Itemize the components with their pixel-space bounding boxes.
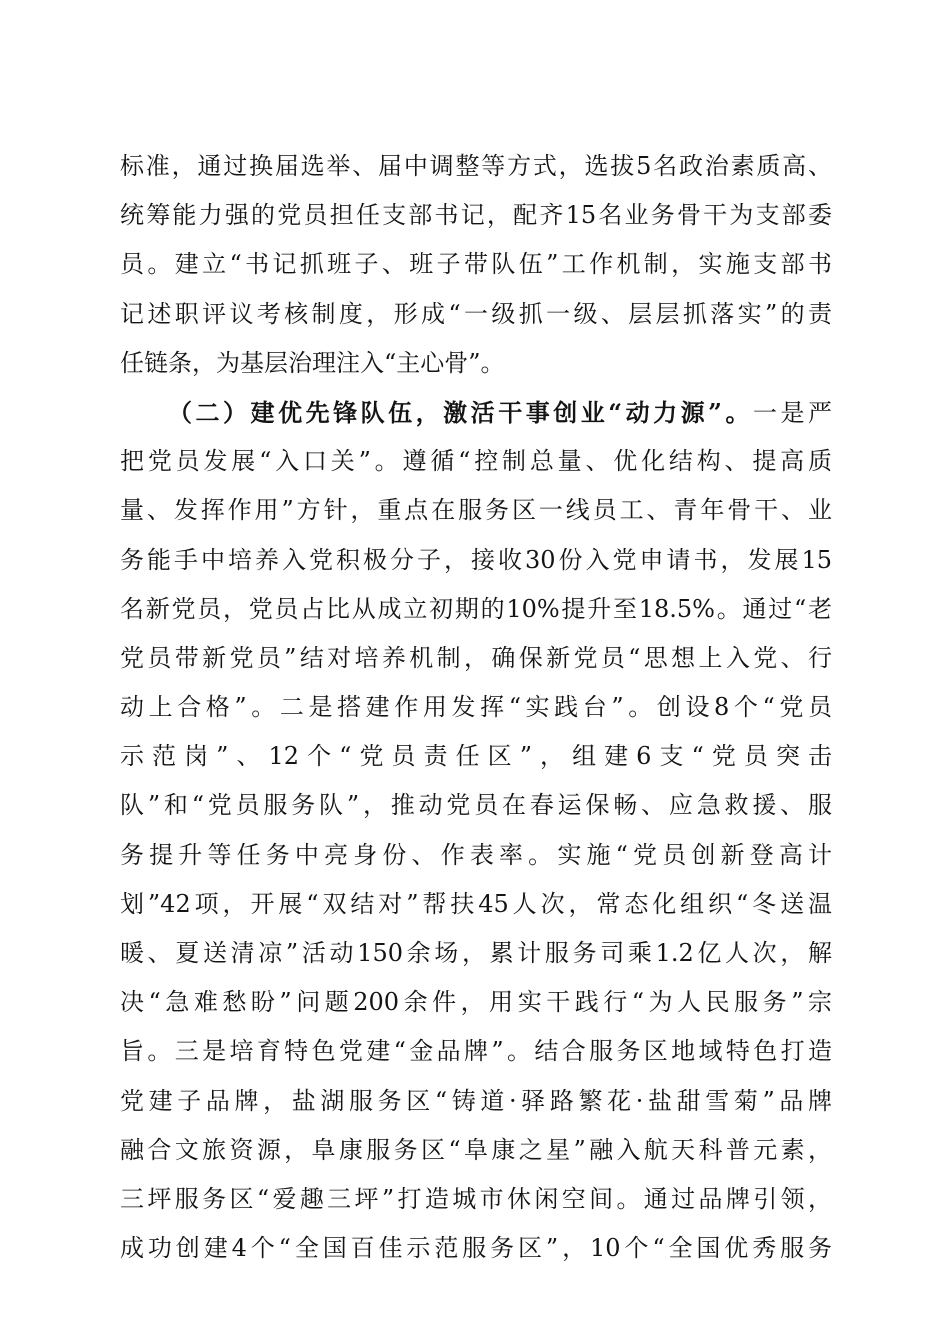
- text-line: 标准，通过换届选举、届中调整等方式，选拔5名政治素质高、: [120, 152, 832, 180]
- body-text: [120, 142, 832, 1273]
- text-line: 决“急难愁盼”问题200余件，用实干践行“为人民服务”宗: [120, 988, 832, 1017]
- text-run: 一是严: [752, 398, 833, 427]
- text-line: 统筹能力强的党员担任支部书记，配齐15名业务骨干为支部委: [120, 201, 832, 230]
- text-line: 务能手中培养入党积极分子，接收30份入党申请书，发展15: [120, 545, 832, 574]
- text-line: 队”和“党员服务队”，推动党员在春运保畅、应急救援、服: [120, 791, 832, 820]
- text-line: 党员带新党员”结对培养机制，确保新党员“思想上入党、行: [120, 643, 832, 672]
- text-line: 任链条，为基层治理注入“主心骨”。: [120, 348, 505, 377]
- text-line: 量、发挥作用”方针，重点在服务区一线员工、青年骨干、业: [120, 496, 832, 525]
- text-line: 成功创建4个“全国百佳示范服务区”，10个“全国优秀服务: [120, 1234, 832, 1263]
- text-line: 员。建立“书记抓班子、班子带队伍”工作机制，实施支部书: [120, 250, 832, 279]
- text-line: 划”42项，开展“双结对”帮扶45人次，常态化组织“冬送温: [120, 889, 832, 918]
- text-line: 示范岗”、12个“党员责任区”，组建6支“党员突击: [120, 742, 832, 771]
- text-line: 动上合格”。二是搭建作用发挥“实践台”。创设8个“党员: [120, 693, 832, 722]
- text-line: [120, 388, 832, 437]
- text-line: 务提升等任务中亮身份、作表率。实施“党员创新登高计: [120, 840, 832, 869]
- text-line: 旨。三是培育特色党建“金品牌”。结合服务区地域特色打造: [120, 1037, 832, 1066]
- text-line: 融合文旅资源，阜康服务区“阜康之星”融入航天科普元素，: [120, 1135, 832, 1164]
- section-heading: （二）建优先锋队伍，激活干事创业“动力源”。: [168, 397, 753, 427]
- text-line: 名新党员，党员占比从成立初期的10%提升至18.5%。通过“老: [120, 594, 832, 623]
- text-line: 党建子品牌，盐湖服务区“铸道·驿路繁花·盐甜雪菊”品牌: [120, 1086, 832, 1115]
- text-line: 暖、夏送清凉”活动150余场，累计服务司乘1.2亿人次，解: [120, 939, 832, 967]
- text-line: 三坪服务区“爱趣三坪”打造城市休闲空间。通过品牌引领，: [120, 1184, 832, 1213]
- paragraph: [120, 142, 832, 388]
- paragraph: [120, 388, 832, 1273]
- text-line: 把党员发展“入口关”。遵循“控制总量、优化结构、提高质: [120, 447, 832, 476]
- text-line: 记述职评议考核制度，形成“一级抓一级、层层抓落实”的责: [120, 299, 832, 328]
